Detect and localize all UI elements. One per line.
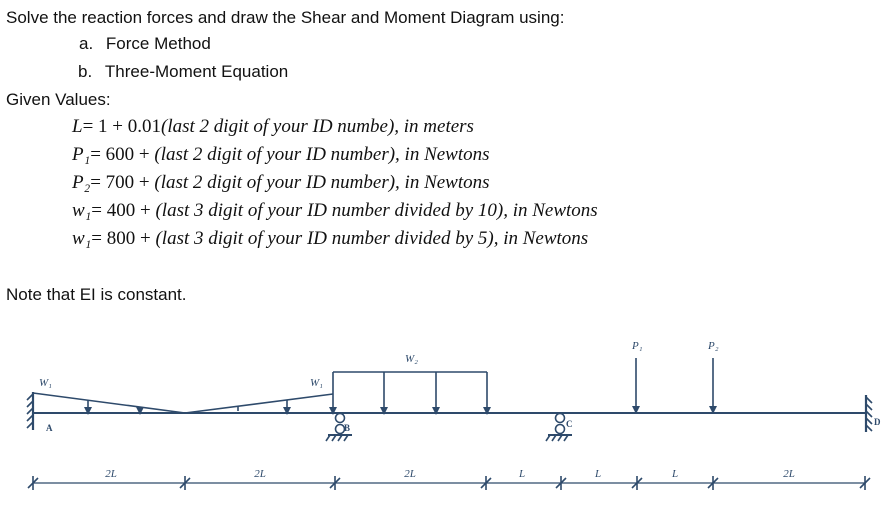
load-label-p2: P₂	[708, 340, 719, 352]
eq-expr: (last 2 digit of your ID number), in Newtons	[154, 144, 490, 165]
note-ei-constant: Note that EI is constant.	[6, 285, 187, 304]
problem-title: Solve the reaction forces and draw the Shear and Moment Diagram using:	[6, 8, 565, 27]
triangular-load-right	[185, 394, 333, 413]
fixed-support-d	[866, 395, 872, 432]
span-label: 2L	[105, 468, 117, 480]
span-label: L	[594, 468, 602, 480]
fixed-support-a	[27, 392, 33, 430]
eq-lhs: w₁	[72, 228, 92, 249]
uniform-load-w2	[333, 372, 487, 411]
eq-lhs: w₁	[72, 200, 92, 221]
eq-const: = 400 +	[91, 200, 156, 221]
method-marker: a.	[79, 34, 94, 53]
support-label-d: D	[874, 417, 881, 427]
eq-lhs: P₁	[72, 144, 91, 165]
span-label: 2L	[404, 468, 416, 480]
span-label: 2L	[783, 468, 795, 480]
triangular-load-left	[33, 393, 185, 413]
load-label-w1-mid: W₁	[310, 377, 323, 389]
method-marker: b.	[78, 62, 93, 81]
method-label: Three-Moment Equation	[104, 62, 289, 81]
eq-lhs: P₂	[72, 172, 91, 193]
load-label-w2: W₂	[405, 353, 418, 365]
span-label: L	[671, 468, 679, 480]
load-label-w1-left: W₁	[39, 377, 52, 389]
eq-const: = 700 +	[90, 172, 155, 193]
support-label-a: A	[46, 423, 53, 433]
span-label: L	[518, 468, 526, 480]
span-label: 2L	[254, 468, 266, 480]
eq-const: = 600 +	[90, 144, 155, 165]
method-label: Force Method	[105, 34, 211, 53]
eq-const: = 800 +	[91, 228, 156, 249]
dimension-line	[28, 476, 870, 490]
eq-expr: (last 3 digit of your ID number divided by 5), in Newtons	[155, 228, 589, 249]
eq-expr: (last 3 digit of your ID number divided by 10), in Newtons	[155, 200, 598, 221]
eq-expr: (last 2 digit of your ID number), in Newtons	[154, 172, 490, 193]
load-label-p1: P₁	[632, 340, 643, 352]
support-label-b: B	[344, 423, 351, 433]
eq-const: = 1 + 0.01	[82, 116, 162, 137]
support-label-c: C	[566, 419, 573, 429]
eq-expr: (last 2 digit of your ID numbe), in meters	[161, 116, 474, 137]
given-values-label: Given Values:	[6, 90, 111, 109]
eq-lhs: L	[72, 116, 83, 137]
